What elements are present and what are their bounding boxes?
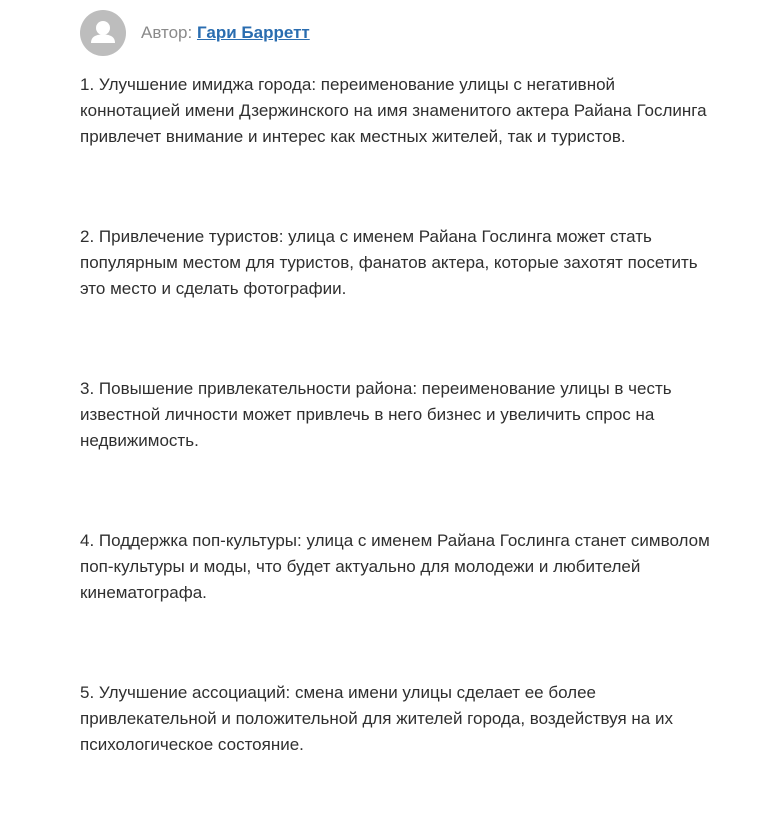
article-paragraph-5: 5. Улучшение ассоциаций: смена имени улицы сделает ее более привлекательной и положительной для жителей города, воздействуя на их психологическое состояние. <box>80 683 673 754</box>
article-paragraph-3: 3. Повышение привлекательности района: переименование улицы в честь известной личности может привлечь в него бизнес и увеличить спрос на недвижимость. <box>80 379 672 450</box>
author-prefix: Автор: <box>141 23 193 42</box>
article-paragraph-1: 1. Улучшение имиджа города: переименование улицы с негативной коннотацией имени Дзержинского на имя знаменитого актера Райана Гослинга привлечет внимание и интерес как местных жителей, так и туристов. <box>80 75 707 146</box>
article-paragraph-4: 4. Поддержка поп-культуры: улица с именем Райана Гослинга станет символом поп-культуры и моды, что будет актуально для молодежи и любителей кинематографа. <box>80 531 710 602</box>
article-body <box>80 72 715 832</box>
author-line <box>141 23 310 43</box>
article-paragraph-2: 2. Привлечение туристов: улица с именем Райана Гослинга может стать популярным местом для туристов, фанатов актера, которые захотят посетить это место и сделать фотографии. <box>80 227 698 298</box>
user-avatar-icon[interactable] <box>80 10 126 56</box>
author-bar <box>80 10 310 56</box>
author-name-link[interactable]: Гари Барретт <box>196 23 310 42</box>
